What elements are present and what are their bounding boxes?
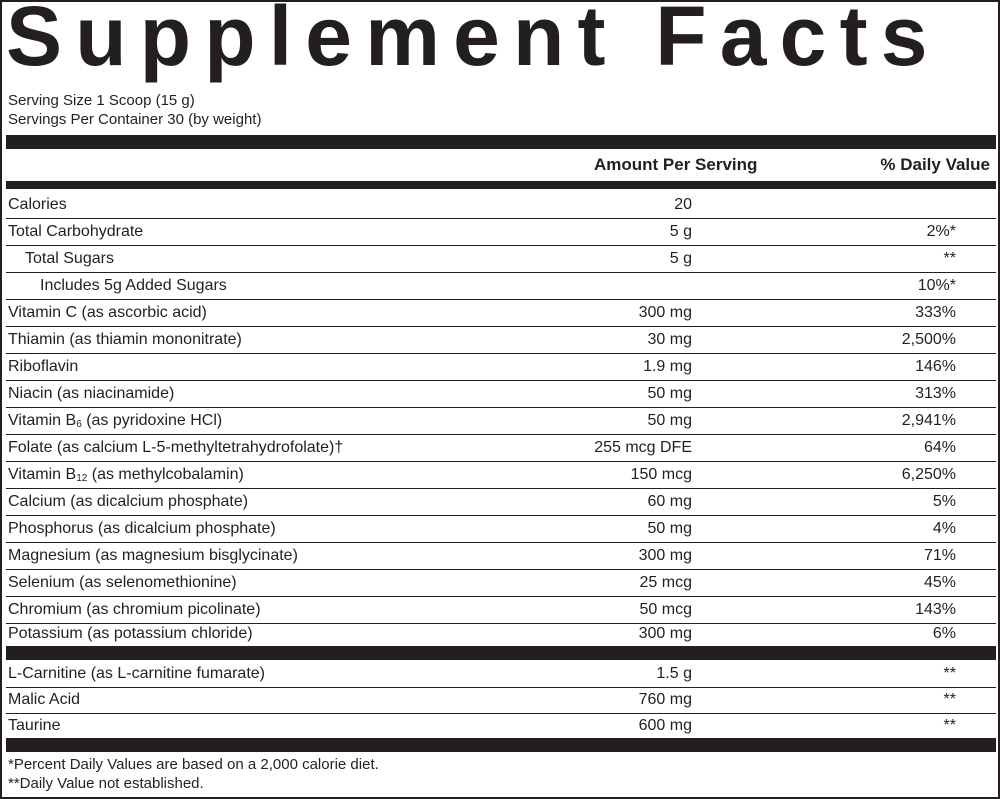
nutrient-name: Selenium (as selenomethionine) (8, 574, 237, 591)
nutrient-amount: 60 mg (647, 493, 692, 510)
nutrient-amount: 300 mg (638, 304, 692, 321)
table-row (6, 570, 996, 597)
table-row (6, 435, 996, 462)
nutrient-daily-value: 5% (932, 493, 956, 510)
nutrient-amount: 255 mcg DFE (594, 439, 692, 456)
nutrient-name: Total Sugars (25, 250, 114, 267)
ingredient-name: L-Carnitine (as L-carnitine fumarate) (8, 665, 265, 682)
nutrient-name (8, 466, 244, 484)
nutrient-name-text: Vitamin B (8, 466, 77, 483)
ingredient-amount: 760 mg (638, 691, 692, 708)
nutrient-amount: 150 mcg (630, 466, 692, 483)
divider-bar-bottom (6, 738, 996, 752)
nutrient-amount: 50 mg (647, 412, 692, 429)
nutrient-amount: 5 g (669, 223, 692, 240)
nutrient-name-text: Vitamin B (8, 412, 77, 429)
nutrient-daily-value: 333% (915, 304, 956, 321)
divider-bar-header (6, 181, 996, 189)
nutrient-name: Thiamin (as thiamin mononitrate) (8, 331, 242, 348)
table-row (6, 661, 996, 688)
ingredient-daily-value: ** (943, 691, 956, 708)
table-row (6, 408, 996, 435)
nutrient-amount: 50 mg (647, 520, 692, 537)
nutrient-name: Calories (8, 196, 67, 213)
table-row (6, 354, 996, 381)
nutrient-amount: 50 mg (647, 385, 692, 402)
nutrient-daily-value: 143% (915, 601, 956, 618)
nutrient-name: Chromium (as chromium picolinate) (8, 601, 261, 618)
nutrient-amount: 300 mg (638, 625, 692, 642)
nutrient-amount: 20 (674, 196, 692, 213)
nutrient-name: Calcium (as dicalcium phosphate) (8, 493, 249, 510)
nutrient-name: Total Carbohydrate (8, 223, 144, 240)
nutrient-name (8, 412, 222, 430)
table-row (6, 273, 996, 300)
nutrient-daily-value: 4% (932, 520, 956, 537)
table-row (6, 381, 996, 408)
nutrient-amount: 5 g (669, 250, 692, 267)
table-row (6, 192, 996, 219)
table-row (6, 219, 996, 246)
table-row (6, 327, 996, 354)
amount-column-header: Amount Per Serving (594, 155, 758, 174)
serving-size: Serving Size 1 Scoop (15 g) (8, 92, 195, 109)
daily-value-column-header: % Daily Value (880, 155, 990, 174)
table-row (6, 462, 996, 489)
nutrient-daily-value: 6,250% (901, 466, 956, 483)
nutrient-amount: 300 mg (638, 547, 692, 564)
nutrient-name-source: (as pyridoxine HCl) (81, 412, 223, 429)
nutrient-name: Riboflavin (8, 358, 79, 375)
nutrient-amount: 30 mg (647, 331, 692, 348)
divider-bar-top (6, 135, 996, 149)
nutrient-daily-value: 6% (932, 625, 956, 642)
panel-title: Supplement Facts (6, 0, 941, 83)
nutrient-daily-value: 45% (923, 574, 956, 591)
divider-bar-other-ingredients (6, 646, 996, 660)
nutrient-name-subscript: 6 (76, 419, 82, 430)
nutrient-amount: 1.9 mg (643, 358, 692, 375)
ingredient-daily-value: ** (943, 665, 956, 682)
table-row (6, 687, 996, 714)
table-row (6, 516, 996, 543)
table-row (6, 300, 996, 327)
nutrient-daily-value: 10%* (917, 277, 956, 294)
ingredient-name: Taurine (8, 717, 61, 734)
table-row (6, 713, 996, 740)
table-row (6, 621, 996, 648)
nutrient-daily-value: 313% (915, 385, 956, 402)
ingredient-amount: 1.5 g (656, 665, 692, 682)
table-row (6, 246, 996, 273)
nutrient-name: Vitamin C (as ascorbic acid) (8, 304, 207, 321)
nutrient-daily-value: 2,500% (901, 331, 956, 348)
ingredient-daily-value: ** (943, 717, 956, 734)
nutrient-name-source: (as methylcobalamin) (87, 466, 244, 483)
footnote-not-established: **Daily Value not established. (8, 775, 204, 792)
ingredient-name: Malic Acid (8, 691, 81, 708)
nutrient-daily-value: ** (943, 250, 956, 267)
nutrient-amount: 50 mcg (639, 601, 692, 618)
table-row (6, 489, 996, 516)
nutrient-name: Niacin (as niacinamide) (8, 385, 175, 402)
table-row (6, 597, 996, 624)
nutrient-name: Phosphorus (as dicalcium phosphate) (8, 520, 276, 537)
servings-per-container: Servings Per Container 30 (by weight) (8, 111, 262, 128)
nutrient-daily-value: 2,941% (901, 412, 956, 429)
nutrient-name: Includes 5g Added Sugars (40, 277, 227, 294)
nutrient-daily-value: 146% (915, 358, 956, 375)
nutrient-name: Folate (as calcium L-5-methyltetrahydrofolate)† (8, 439, 344, 456)
nutrient-name: Potassium (as potassium chloride) (8, 625, 253, 642)
footnote-daily-values: *Percent Daily Values are based on a 2,000 calorie diet. (8, 756, 379, 773)
nutrient-daily-value: 64% (923, 439, 956, 456)
nutrient-daily-value: 2%* (926, 223, 956, 240)
nutrient-daily-value: 71% (923, 547, 956, 564)
table-row (6, 543, 996, 570)
nutrient-name-subscript: 12 (76, 473, 88, 484)
ingredient-amount: 600 mg (638, 717, 692, 734)
nutrient-amount: 25 mcg (639, 574, 692, 591)
nutrient-name: Magnesium (as magnesium bisglycinate) (8, 547, 298, 564)
